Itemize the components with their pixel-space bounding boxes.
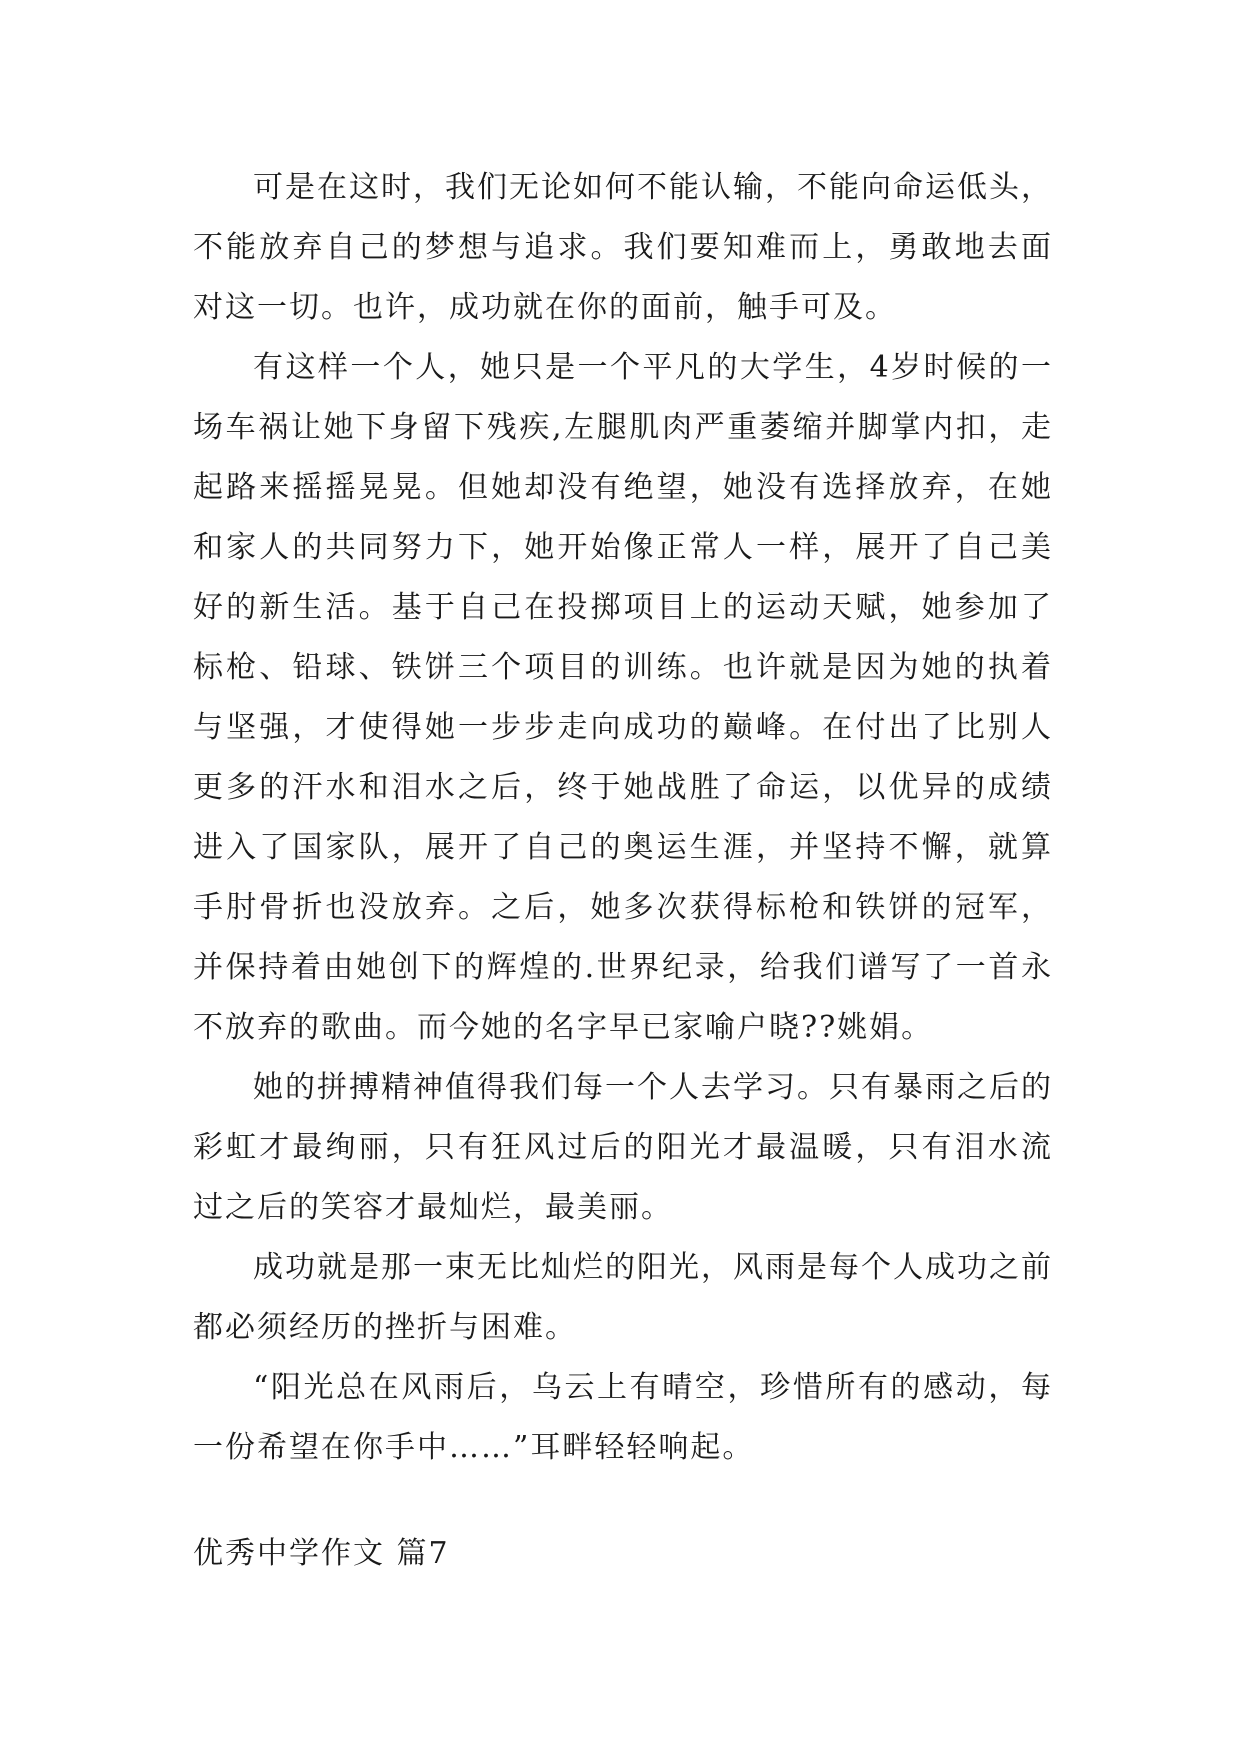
section-heading: 优秀中学作文 篇7 bbox=[193, 1536, 450, 1571]
paragraph-4: 成功就是那一束无比灿烂的阳光，风雨是每个人成功之前都必须经历的挫折与困难。 bbox=[193, 1250, 1053, 1345]
paragraph-3: 她的拼搏精神值得我们每一个人去学习。只有暴雨之后的彩虹才最绚丽，只有狂风过后的阳光才最温暖，只有泪水流过之后的笑容才最灿烂，最美丽。 bbox=[193, 1070, 1053, 1225]
paragraph-2: 有这样一个人，她只是一个平凡的大学生，4岁时候的一场车祸让她下身留下残疾,左腿肌肉严重萎缩并脚掌内扣，走起路来摇摇晃晃。但她却没有绝望，她没有选择放弃，在她和家人的共同努力下，她开始像正常人一样，展开了自己美好的新生活。基于自己在投掷项目上的运动天赋，她参加了标枪、铅球、铁饼三个项目的训练。也许就是因为她的执着与坚强，才使得她一步步走向成功的巅峰。在付出了比别人更多的汗水和泪水之后，终于她战胜了命运，以优异的成绩进入了国家队，展开了自己的奥运生涯，并坚持不懈，就算手肘骨折也没放弃。之后，她多次获得标枪和铁饼的冠军，并保持着由她创下的辉煌的.世界纪录，给我们谱写了一首永不放弃的歌曲。而今她的名字早已家喻户晓??姚娟。 bbox=[193, 350, 1053, 1045]
paragraph-1: 可是在这时，我们无论如何不能认输，不能向命运低头，不能放弃自己的梦想与追求。我们要知难而上，勇敢地去面对这一切。也许，成功就在你的面前，触手可及。 bbox=[193, 170, 1053, 325]
document-body bbox=[193, 158, 1053, 1478]
paragraph-5: “阳光总在风雨后，乌云上有晴空，珍惜所有的感动，每一份希望在你手中……”耳畔轻轻响起。 bbox=[193, 1370, 1053, 1465]
